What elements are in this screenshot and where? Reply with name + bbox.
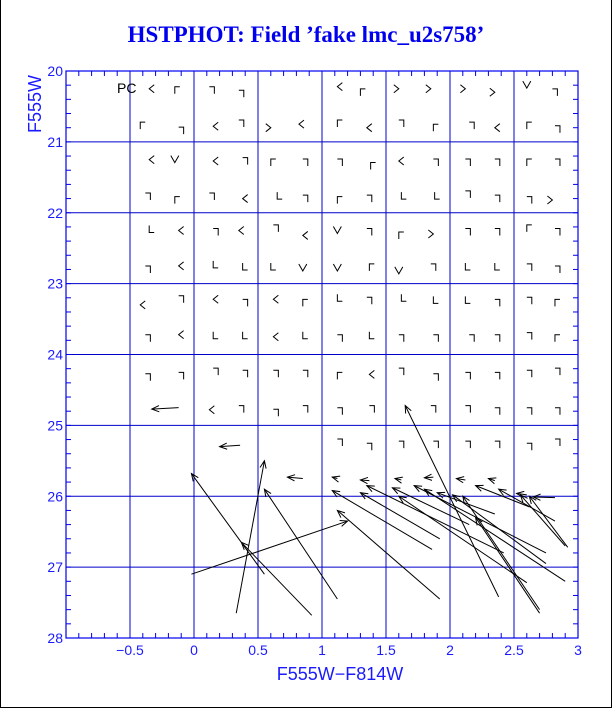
vector-marker: [555, 266, 560, 273]
vector-marker: [465, 406, 470, 413]
vector-marker: [299, 120, 304, 128]
vector-marker: [495, 263, 500, 270]
arrow-head: [488, 478, 496, 484]
displacement-arrow: [287, 475, 302, 481]
arrow-head: [395, 477, 403, 483]
arrow-head: [332, 476, 340, 482]
x-tick-label: −0.5: [116, 642, 144, 658]
vector-marker: [299, 264, 307, 271]
vector-marker: [149, 225, 154, 232]
vector-marker: [495, 335, 500, 342]
vector-marker: [273, 295, 278, 303]
y-axis-title: F555W: [25, 74, 45, 134]
vector-marker: [527, 297, 532, 304]
vector-marker: [465, 372, 470, 379]
vector-marker: [367, 443, 372, 450]
y-tick-label: 21: [47, 133, 63, 150]
vector-marker: [175, 197, 180, 204]
vector-marker: [179, 372, 184, 379]
vector-marker: [469, 335, 474, 342]
vector-marker: [527, 370, 532, 377]
vector-marker: [435, 192, 440, 199]
vector-marker: [555, 228, 560, 235]
vector-marker: [179, 331, 184, 339]
arrow-shaft: [520, 495, 565, 546]
vector-marker: [527, 264, 532, 271]
arrow-shaft: [529, 496, 567, 547]
displacement-arrow: [395, 477, 403, 483]
x-tick-label: 3: [574, 642, 582, 658]
vector-marker: [428, 230, 433, 238]
vector-marker: [243, 370, 248, 377]
vector-marker: [369, 264, 374, 271]
vector-marker: [547, 196, 552, 204]
displacement-arrow: [463, 496, 540, 609]
arrow-shaft: [399, 496, 527, 582]
vector-marker: [337, 83, 342, 91]
displacement-arrow: [220, 443, 240, 449]
arrow-shaft: [499, 489, 555, 521]
vector-marker: [337, 408, 342, 415]
vector-marker: [527, 159, 532, 166]
y-tick-label: 22: [47, 204, 63, 221]
vector-marker: [213, 228, 218, 235]
vector-marker: [179, 262, 184, 270]
vector-marker: [360, 89, 365, 96]
arrow-shaft: [476, 518, 540, 614]
vector-marker: [239, 226, 244, 234]
y-tick-label: 27: [47, 559, 63, 576]
arrow-shaft: [236, 461, 264, 613]
vector-marker: [367, 228, 372, 235]
vector-marker: [433, 124, 438, 131]
vector-marker: [431, 406, 436, 413]
x-tick-label: 0: [190, 642, 198, 658]
vector-marker: [337, 335, 342, 342]
vector-marker: [433, 296, 438, 303]
vector-marker: [303, 299, 308, 306]
vector-marker: [367, 297, 372, 304]
vector-marker: [145, 266, 150, 273]
vector-marker: [145, 374, 150, 381]
vector-marker: [337, 294, 342, 301]
vector-marker: [426, 85, 431, 93]
vector-marker: [433, 374, 438, 381]
vector-marker: [273, 225, 278, 232]
vector-marker: [401, 192, 406, 199]
vector-marker: [367, 124, 372, 132]
vector-marker: [140, 122, 145, 129]
vector-marker: [527, 333, 532, 340]
vector-marker: [495, 228, 500, 235]
vector-marker: [495, 195, 500, 202]
vector-marker: [239, 90, 244, 97]
vector-marker: [555, 368, 560, 375]
vector-marker: [433, 335, 438, 342]
vector-marker: [213, 157, 218, 165]
vector-marker: [239, 120, 244, 127]
vector-marker: [399, 441, 404, 448]
displacement-arrow: [332, 476, 340, 482]
vector-marker: [433, 441, 438, 448]
vector-marker: [243, 332, 248, 339]
vector-marker: [555, 159, 560, 166]
vector-marker: [367, 195, 372, 202]
vector-marker: [527, 225, 532, 232]
vector-marker: [243, 195, 248, 203]
vector-marker: [179, 296, 184, 303]
vector-marker: [209, 87, 214, 94]
displacement-arrow: [533, 494, 555, 500]
vector-marker: [465, 296, 470, 303]
vector-marker: [213, 122, 218, 130]
vector-marker: [399, 120, 404, 127]
vector-marker: [337, 372, 342, 379]
arrow-shaft: [533, 497, 555, 498]
vector-marker: [303, 195, 308, 202]
vector-markers: [140, 81, 560, 450]
vector-marker: [243, 158, 248, 165]
vector-marker: [175, 87, 180, 94]
vector-marker: [273, 370, 278, 377]
vector-marker: [271, 263, 276, 270]
vector-marker: [303, 159, 308, 166]
displacement-arrow: [520, 495, 565, 546]
vector-marker: [552, 89, 557, 96]
vector-marker: [465, 441, 470, 448]
vector-marker: [333, 264, 341, 271]
vector-marker: [369, 406, 374, 413]
vector-marker: [243, 299, 248, 306]
vector-marker: [140, 301, 145, 309]
vector-marker: [149, 85, 154, 93]
vector-marker: [527, 197, 532, 204]
arrow-shaft: [463, 496, 540, 609]
vector-marker: [490, 88, 495, 96]
tick-labels: [47, 63, 582, 658]
displacement-arrow: [476, 518, 540, 614]
vector-marker: [495, 124, 500, 132]
vector-marker: [465, 159, 470, 166]
y-tick-label: 23: [47, 275, 63, 292]
y-tick-label: 24: [47, 346, 63, 363]
vector-marker: [555, 299, 560, 306]
vector-marker: [495, 372, 500, 379]
displacement-arrow: [191, 474, 264, 575]
vector-marker: [369, 332, 374, 339]
vector-marker: [145, 193, 150, 200]
vector-marker: [431, 264, 436, 271]
vector-marker: [399, 157, 404, 165]
vector-marker: [399, 232, 404, 239]
vector-marker: [394, 85, 399, 93]
vector-marker: [371, 163, 376, 170]
vector-marker: [213, 295, 218, 303]
vector-marker: [401, 294, 406, 301]
displacement-arrow: [405, 406, 498, 597]
vector-marker: [495, 159, 500, 166]
arrow-shaft: [191, 521, 347, 574]
y-tick-label: 25: [47, 417, 63, 434]
vector-marker: [555, 335, 560, 342]
vector-marker: [465, 228, 470, 235]
vector-marker: [145, 335, 150, 342]
vector-marker: [239, 406, 244, 413]
vector-marker: [303, 231, 308, 239]
vector-marker: [271, 159, 276, 166]
displacement-arrow: [424, 474, 433, 480]
vector-marker: [273, 409, 278, 416]
vector-marker: [149, 156, 154, 164]
vector-marker: [399, 335, 404, 342]
vector-marker: [333, 226, 341, 233]
vector-marker: [179, 226, 184, 234]
vector-marker: [303, 406, 308, 413]
vector-marker: [527, 122, 532, 129]
displacement-arrow: [191, 520, 347, 574]
x-tick-label: 0.5: [248, 642, 268, 658]
vector-marker: [273, 333, 278, 341]
vector-marker: [395, 267, 403, 274]
vector-marker: [465, 191, 470, 198]
vector-marker: [337, 120, 342, 127]
arrow-shaft: [191, 474, 264, 575]
vector-marker: [555, 408, 560, 415]
vector-marker: [303, 370, 308, 377]
vector-marker: [527, 443, 532, 450]
displacement-arrow: [456, 477, 465, 483]
vector-marker: [266, 124, 271, 132]
vector-marker: [523, 81, 531, 88]
vector-marker: [527, 408, 532, 415]
displacement-arrow: [488, 478, 496, 484]
vector-marker: [495, 408, 500, 415]
vector-marker: [555, 439, 560, 446]
vector-marker: [303, 332, 308, 339]
vector-marker: [213, 368, 218, 375]
vector-marker: [399, 368, 404, 375]
y-tick-label: 26: [47, 488, 63, 505]
displacement-arrow: [360, 477, 369, 483]
vector-marker: [433, 159, 438, 166]
vector-marker: [209, 193, 214, 200]
y-tick-label: 20: [47, 63, 63, 79]
displacement-arrow: [264, 489, 337, 599]
vector-marker: [495, 299, 500, 306]
vector-marker: [465, 263, 470, 270]
vector-marker: [555, 126, 560, 133]
displacement-arrow: [499, 489, 555, 521]
y-tick-label: 28: [47, 630, 63, 646]
arrow-shaft: [264, 489, 337, 599]
vector-marker: [495, 441, 500, 448]
vector-marker: [337, 197, 342, 204]
x-tick-label: 2.5: [504, 642, 524, 658]
vector-marker: [243, 263, 248, 270]
vector-marker: [337, 439, 342, 446]
vector-marker: [337, 159, 342, 166]
displacement-arrow: [152, 406, 179, 412]
displacement-arrow: [236, 461, 266, 613]
vector-marker: [460, 85, 465, 93]
arrow-shaft: [152, 408, 179, 409]
vector-marker: [277, 192, 282, 199]
x-tick-label: 1.5: [376, 642, 396, 658]
vector-marker: [213, 332, 218, 339]
x-tick-label: 2: [446, 642, 454, 658]
panel-label: PC: [117, 80, 137, 96]
vector-marker: [209, 406, 214, 414]
vector-marker: [179, 127, 184, 134]
chart-title: HSTPHOT: Field ’fake lmc_u2s758’: [127, 22, 485, 47]
arrow-shaft: [405, 406, 498, 597]
displacement-arrows: [152, 406, 568, 616]
vector-marker: [213, 261, 218, 268]
x-tick-label: 1: [318, 642, 326, 658]
displacement-arrow: [399, 496, 527, 582]
displacement-arrow: [529, 496, 567, 547]
vector-marker: [469, 122, 474, 129]
arrow-head: [499, 489, 507, 495]
vector-marker: [171, 156, 179, 163]
x-axis-title: F555W−F814W: [276, 664, 404, 684]
vector-marker: [369, 370, 374, 378]
